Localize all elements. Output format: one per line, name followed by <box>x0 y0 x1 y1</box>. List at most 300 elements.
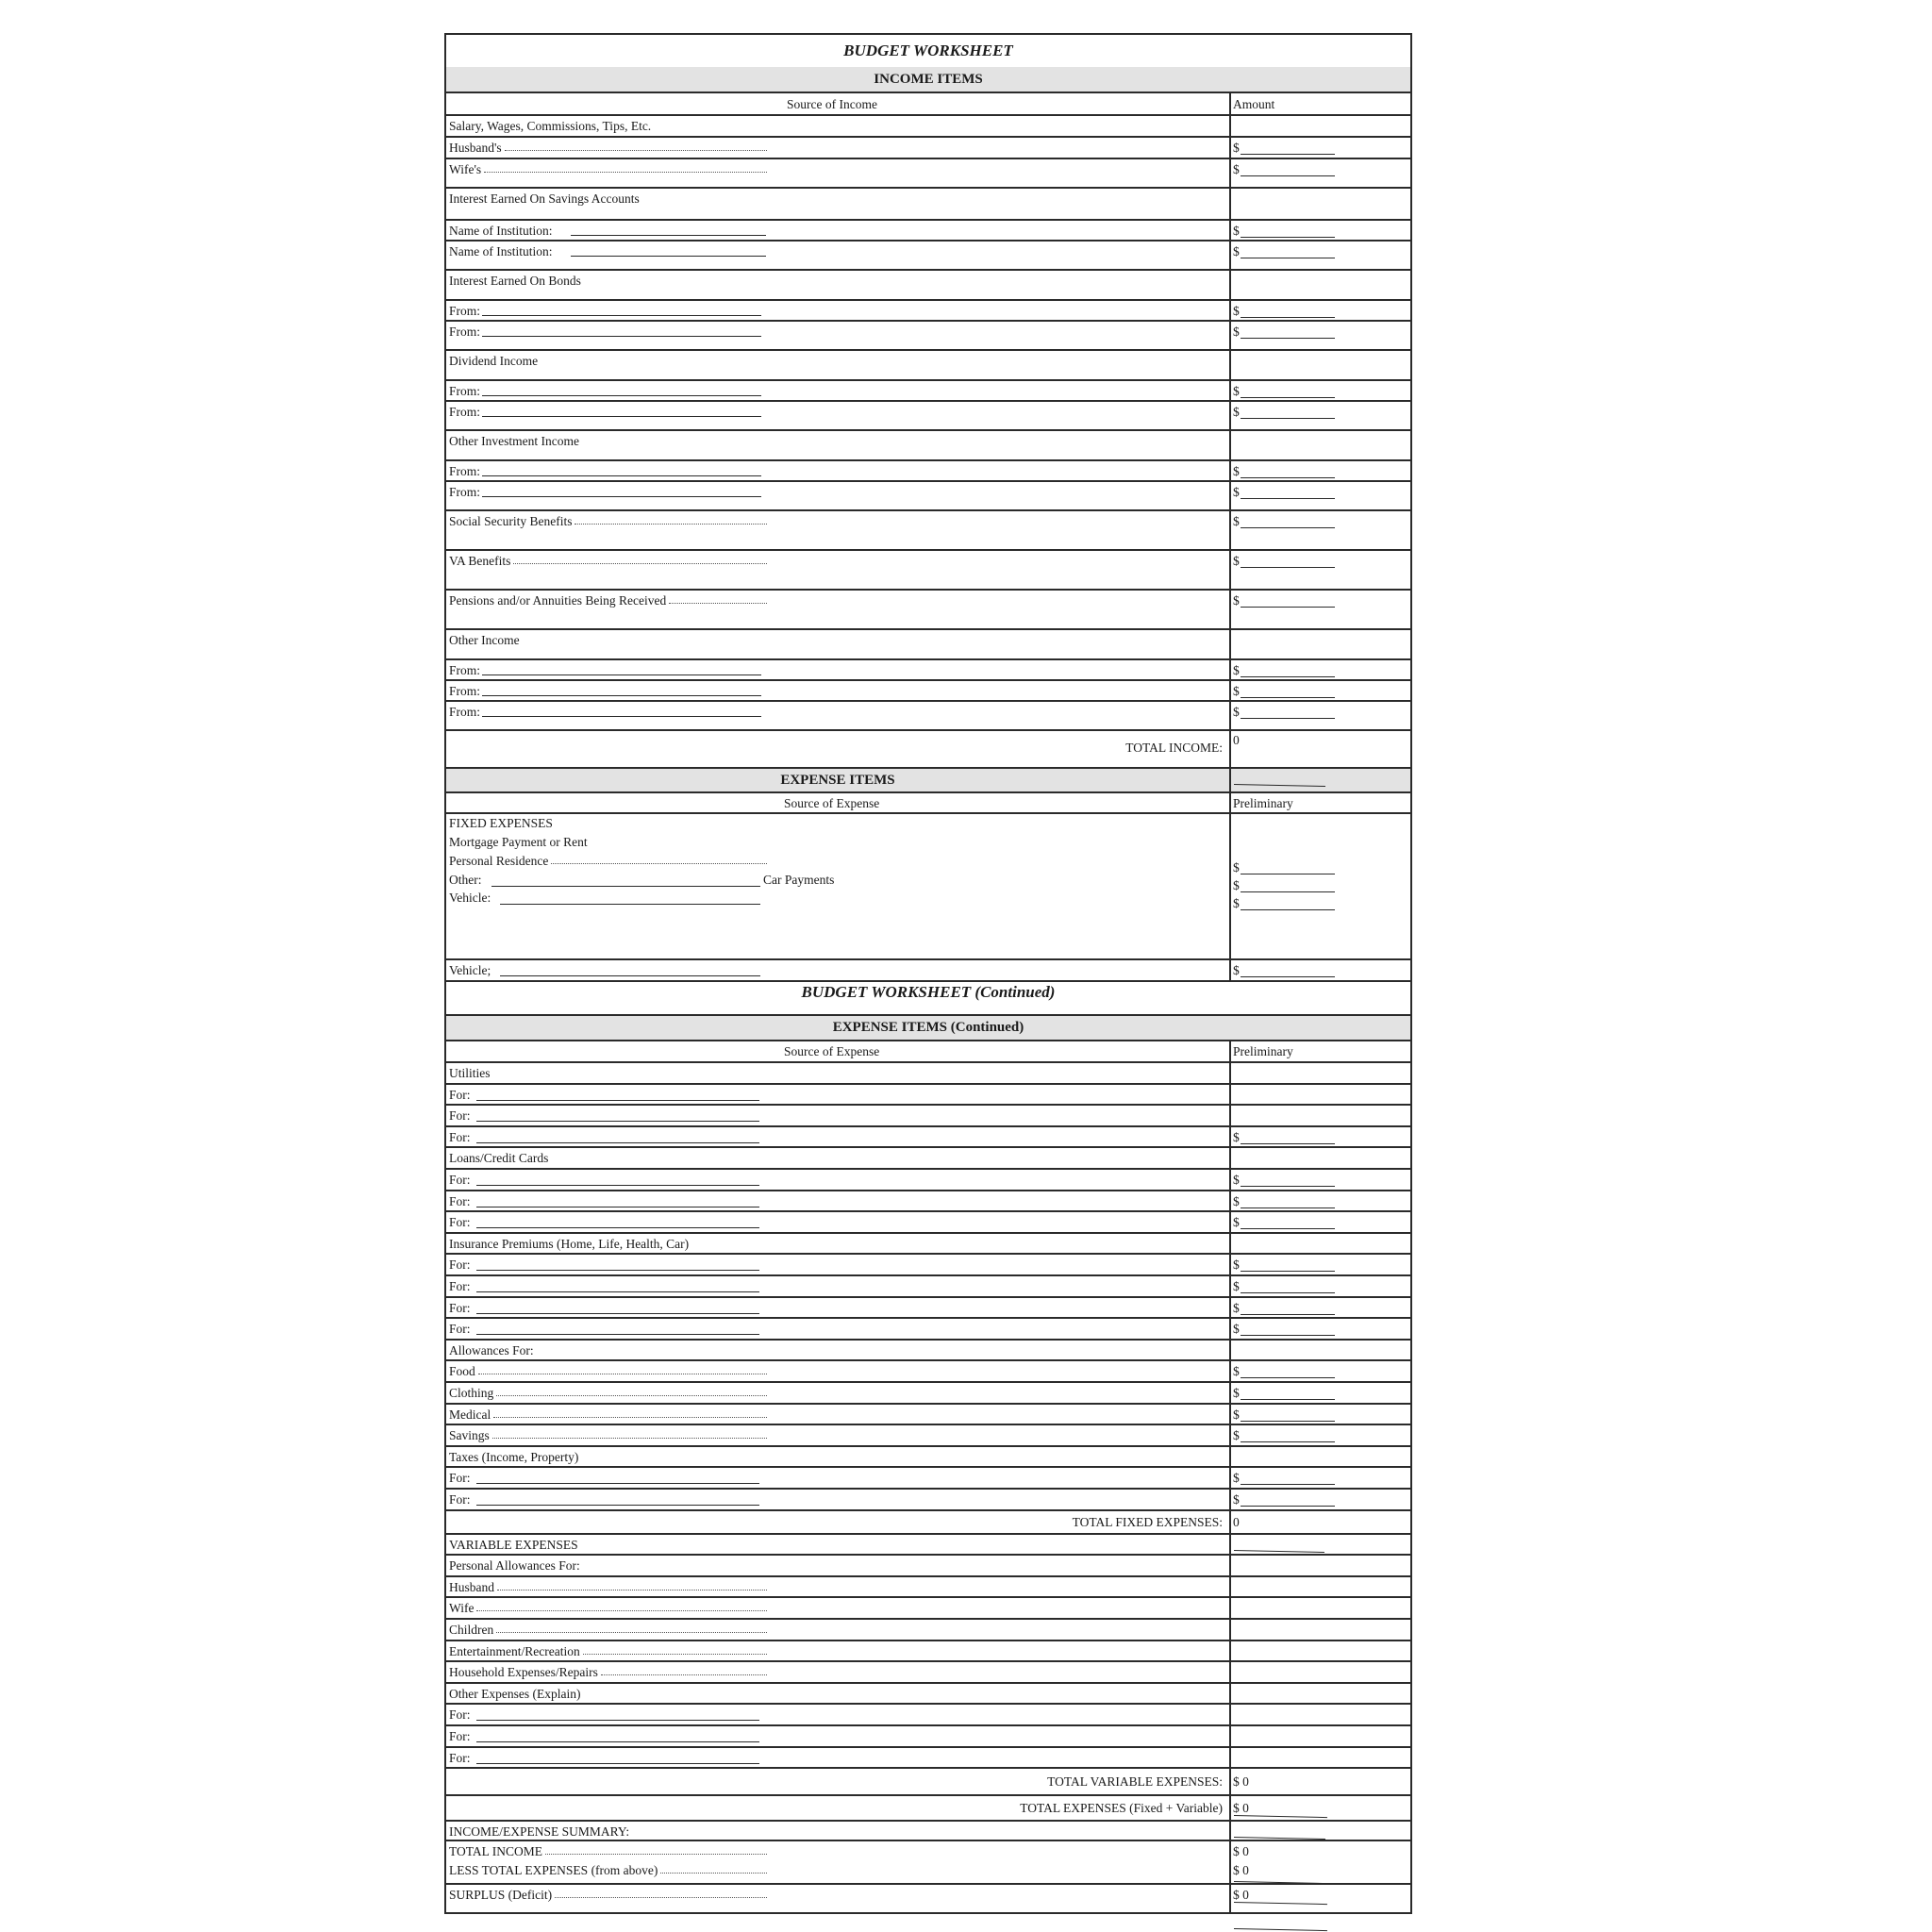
column-divider <box>1229 431 1231 459</box>
total-income-label: TOTAL INCOME: <box>1125 741 1223 755</box>
for-label: For: <box>449 1471 471 1486</box>
institution-label: Name of Institution: <box>449 224 553 238</box>
for-label: For: <box>449 1257 471 1273</box>
surplus-value: $ 0 <box>1233 1888 1249 1903</box>
investment-from-label: From: <box>449 485 481 499</box>
other-expense-field[interactable] <box>491 886 760 887</box>
column-divider <box>1229 221 1231 240</box>
dot-leader <box>545 1854 767 1855</box>
table-row <box>444 189 1412 221</box>
table-row <box>444 630 1412 660</box>
other-from-label: From: <box>449 663 481 677</box>
for-label: For: <box>449 1729 471 1743</box>
column-divider <box>1229 116 1231 136</box>
bond-from-label: From: <box>449 325 481 339</box>
total-expenses-row <box>444 1796 1412 1822</box>
section-label: Insurance Premiums (Home, Life, Health, Car) <box>449 1236 690 1251</box>
source-of-expense-header: Source of Expense <box>784 1044 880 1058</box>
amount-field[interactable] <box>1241 237 1335 238</box>
for-field[interactable] <box>476 1334 759 1335</box>
amount-field[interactable] <box>1241 1506 1335 1507</box>
dollar-sign: $ <box>1233 963 1240 977</box>
for-label: For: <box>449 1750 471 1765</box>
dot-leader <box>484 172 767 173</box>
amount-field[interactable] <box>1241 527 1335 528</box>
for-label: For: <box>449 1215 471 1230</box>
source-of-expense-header: Source of Expense <box>784 796 880 810</box>
dollar-sign: $ <box>1233 860 1240 874</box>
table-row <box>444 1535 1412 1557</box>
total-variable-row <box>444 1769 1412 1796</box>
vehicle-row <box>444 960 1412 982</box>
fixed-expenses-label: FIXED EXPENSES <box>449 816 553 830</box>
table-row <box>444 591 1412 630</box>
table-row <box>444 1341 1412 1362</box>
income-items-heading: INCOME ITEMS <box>874 72 983 87</box>
amount-field[interactable] <box>1241 477 1335 478</box>
amount-field[interactable] <box>1241 567 1335 568</box>
column-divider <box>1229 1298 1231 1318</box>
personal-allowances-label: Personal Allowances For: <box>449 1558 580 1574</box>
budget-worksheet <box>444 33 1412 1911</box>
table-row <box>444 1212 1412 1234</box>
less-total-expenses-label: LESS TOTAL EXPENSES (from above) <box>449 1863 658 1878</box>
amount-field[interactable] <box>1241 909 1335 910</box>
vehicle-field[interactable] <box>500 975 760 976</box>
dot-leader <box>476 1610 767 1611</box>
section-label: Salary, Wages, Commissions, Tips, Etc. <box>449 119 652 133</box>
amount-header: Amount <box>1233 97 1275 111</box>
for-label: For: <box>449 1108 471 1124</box>
dollar-sign: $ <box>1233 1492 1240 1507</box>
table-row <box>444 1085 1412 1107</box>
dollar-sign: $ <box>1233 325 1240 339</box>
summary-header: INCOME/EXPENSE SUMMARY: <box>449 1824 630 1840</box>
table-row <box>444 1447 1412 1469</box>
total-variable-value: $ 0 <box>1233 1774 1249 1790</box>
dollar-sign: $ <box>1233 464 1240 478</box>
continued-title: BUDGET WORKSHEET (Continued) <box>801 983 1056 1001</box>
column-divider <box>1229 1769 1231 1794</box>
table-row <box>444 1705 1412 1726</box>
amount-field[interactable] <box>1241 1377 1335 1378</box>
dividend-from-label: From: <box>449 405 481 419</box>
table-row <box>444 1598 1412 1620</box>
dividend-from-label: From: <box>449 384 481 398</box>
for-label: For: <box>449 1173 471 1187</box>
dollar-sign: $ <box>1233 1322 1240 1337</box>
total-income-row <box>444 731 1412 769</box>
table-row <box>444 351 1412 381</box>
source-of-income-header: Source of Income <box>787 97 877 111</box>
continued-title-row <box>444 982 1412 1016</box>
table-row <box>444 159 1412 189</box>
fixed-expenses-block <box>444 814 1412 960</box>
for-field[interactable] <box>476 1291 759 1292</box>
table-row <box>444 482 1412 511</box>
dollar-sign: $ <box>1233 1300 1240 1315</box>
for-field[interactable] <box>476 1505 759 1506</box>
column-divider <box>1229 1822 1231 1840</box>
column-divider <box>1229 1684 1231 1704</box>
column-divider <box>1229 1705 1231 1724</box>
dot-leader <box>555 1897 767 1898</box>
total-fixed-label: TOTAL FIXED EXPENSES: <box>1072 1514 1223 1529</box>
dot-leader <box>601 1674 767 1675</box>
dot-leader <box>551 863 767 864</box>
column-divider <box>1229 1148 1231 1168</box>
column-divider <box>1229 1041 1231 1061</box>
dollar-sign: $ <box>1233 244 1240 258</box>
amount-field[interactable] <box>1241 498 1335 499</box>
dollar-sign: $ <box>1233 705 1240 719</box>
column-divider <box>1229 1796 1231 1820</box>
summary-total-income-label: TOTAL INCOME <box>449 1844 543 1859</box>
section-label: Other Income <box>449 633 520 647</box>
amount-field[interactable] <box>1241 397 1335 398</box>
amount-field[interactable] <box>1241 1186 1335 1187</box>
dollar-sign: $ <box>1233 1215 1240 1230</box>
dot-leader <box>496 1395 767 1396</box>
dollar-sign: $ <box>1233 1279 1240 1293</box>
dividend-from-field[interactable] <box>482 416 761 417</box>
for-field[interactable] <box>476 1763 759 1764</box>
column-divider <box>1229 793 1231 812</box>
table-row <box>444 1063 1412 1085</box>
for-label: For: <box>449 1129 471 1144</box>
column-divider <box>1229 301 1231 320</box>
column-divider <box>1229 1212 1231 1232</box>
table-row <box>444 1383 1412 1405</box>
for-field[interactable] <box>476 1313 759 1314</box>
column-divider <box>1229 1468 1231 1488</box>
table-row <box>444 402 1412 431</box>
column-divider <box>1229 511 1231 549</box>
summary-total-income-value: $ 0 <box>1233 1844 1249 1859</box>
column-header-row <box>444 1041 1412 1063</box>
personal-residence-label: Personal Residence <box>449 854 549 868</box>
total-fixed-value: 0 <box>1233 1514 1240 1529</box>
section-label: Utilities <box>449 1066 491 1080</box>
for-field[interactable] <box>476 1100 759 1101</box>
expense-header-row <box>444 769 1412 793</box>
table-row <box>444 242 1412 271</box>
table-row <box>444 1255 1412 1276</box>
dot-leader <box>583 1654 767 1655</box>
table-row <box>444 381 1412 402</box>
total-fixed-row <box>444 1511 1412 1535</box>
allowance-label: Food <box>449 1364 475 1379</box>
wifes-income-label: Wife's <box>449 162 482 176</box>
dollar-sign: $ <box>1233 162 1240 176</box>
table-row <box>444 221 1412 242</box>
total-underline <box>1234 1928 1327 1931</box>
institution-label: Name of Institution: <box>449 244 553 258</box>
table-row <box>444 1726 1412 1748</box>
section-label: Interest Earned On Bonds <box>449 274 581 288</box>
amount-field[interactable] <box>1241 676 1335 677</box>
wife-allowance-label: Wife <box>449 1601 475 1616</box>
bond-from-field[interactable] <box>482 315 761 316</box>
column-divider <box>1229 1405 1231 1424</box>
dot-leader <box>513 563 767 564</box>
allowance-label: Clothing <box>449 1386 494 1400</box>
amount-field[interactable] <box>1241 1292 1335 1293</box>
institution-field[interactable] <box>571 256 766 257</box>
amount-field[interactable] <box>1241 154 1335 155</box>
column-divider <box>1229 591 1231 628</box>
amount-field[interactable] <box>1241 1421 1335 1422</box>
institution-field[interactable] <box>571 235 766 236</box>
for-field[interactable] <box>476 1207 759 1208</box>
dot-leader <box>669 603 767 604</box>
other-from-label: From: <box>449 684 481 698</box>
for-label: For: <box>449 1492 471 1507</box>
table-row <box>444 1361 1412 1383</box>
vehicle-field[interactable] <box>500 904 760 905</box>
dollar-sign: $ <box>1233 1193 1240 1208</box>
car-payments-label: Car Payments <box>763 873 835 887</box>
table-row <box>444 116 1412 138</box>
table-row <box>444 301 1412 322</box>
column-divider <box>1229 630 1231 658</box>
dot-leader <box>497 1590 767 1591</box>
bond-from-field[interactable] <box>482 336 761 337</box>
column-divider <box>1229 731 1231 767</box>
husband-allowance-label: Husband <box>449 1579 494 1594</box>
for-label: For: <box>449 1707 471 1723</box>
for-field[interactable] <box>476 1741 759 1742</box>
section-label: Allowances For: <box>449 1342 534 1357</box>
for-field[interactable] <box>476 1142 759 1143</box>
dollar-sign: $ <box>1233 1407 1240 1422</box>
amount-field[interactable] <box>1241 1484 1335 1485</box>
column-divider <box>1229 960 1231 980</box>
dollar-sign: $ <box>1233 593 1240 608</box>
table-row <box>444 660 1412 681</box>
mortgage-label: Mortgage Payment or Rent <box>449 835 588 849</box>
amount-field[interactable] <box>1241 1399 1335 1400</box>
entertainment-allowance-label: Entertainment/Recreation <box>449 1643 580 1658</box>
table-row <box>444 1425 1412 1447</box>
table-row <box>444 271 1412 301</box>
total-expenses-value: $ 0 <box>1233 1801 1249 1816</box>
social-security-label: Social Security Benefits <box>449 514 573 528</box>
other-from-field[interactable] <box>482 695 761 696</box>
column-divider <box>1229 1425 1231 1445</box>
table-row <box>444 1662 1412 1684</box>
column-divider <box>1229 1885 1231 1912</box>
column-divider <box>1229 1511 1231 1533</box>
section-label: Interest Earned On Savings Accounts <box>449 192 640 206</box>
worksheet-title: BUDGET WORKSHEET <box>843 42 1013 59</box>
total-variable-label: TOTAL VARIABLE EXPENSES: <box>1047 1774 1223 1790</box>
amount-field[interactable] <box>1241 1314 1335 1315</box>
variable-expenses-label: VARIABLE EXPENSES <box>449 1537 578 1552</box>
pensions-label: Pensions and/or Annuities Being Received <box>449 593 667 608</box>
dollar-sign: $ <box>1233 1364 1240 1379</box>
for-label: For: <box>449 1087 471 1102</box>
table-row <box>444 1748 1412 1770</box>
table-row <box>444 1106 1412 1127</box>
dollar-sign: $ <box>1233 384 1240 398</box>
amount-field[interactable] <box>1241 607 1335 608</box>
dot-leader <box>660 1873 767 1874</box>
summary-values-row <box>444 1841 1412 1885</box>
vehicle-label: Vehicle; <box>449 963 491 977</box>
column-divider <box>1229 814 1231 958</box>
amount-field[interactable] <box>1241 1228 1335 1229</box>
column-divider <box>1229 482 1231 509</box>
table-row <box>444 551 1412 591</box>
amount-field[interactable] <box>1241 718 1335 719</box>
table-row <box>444 1170 1412 1191</box>
table-row <box>444 1641 1412 1663</box>
table-row <box>444 1298 1412 1320</box>
dollar-sign: $ <box>1233 554 1240 568</box>
column-divider <box>1229 138 1231 158</box>
column-header-row <box>444 793 1412 814</box>
income-header-row <box>444 67 1412 93</box>
dollar-sign: $ <box>1233 1386 1240 1400</box>
column-divider <box>1229 1662 1231 1682</box>
investment-from-field[interactable] <box>482 475 761 476</box>
table-row <box>444 461 1412 482</box>
title-row <box>444 33 1412 69</box>
column-divider <box>1229 93 1231 114</box>
surplus-row <box>444 1885 1412 1914</box>
dollar-sign: $ <box>1233 405 1240 419</box>
column-divider <box>1229 1641 1231 1661</box>
for-field[interactable] <box>476 1720 759 1721</box>
section-label: Dividend Income <box>449 354 539 368</box>
other-from-field[interactable] <box>482 716 761 717</box>
dollar-sign: $ <box>1233 1257 1240 1273</box>
dot-leader <box>492 1438 767 1439</box>
section-label: Other Investment Income <box>449 434 579 448</box>
column-divider <box>1229 1276 1231 1296</box>
for-label: For: <box>449 1279 471 1293</box>
table-row <box>444 138 1412 159</box>
column-divider <box>1229 1361 1231 1381</box>
table-row <box>444 1405 1412 1426</box>
dollar-sign: $ <box>1233 1428 1240 1443</box>
continued-heading: EXPENSE ITEMS (Continued) <box>832 1020 1024 1035</box>
column-divider <box>1229 660 1231 679</box>
vehicle-label: Vehicle: <box>449 891 491 905</box>
other-from-label: From: <box>449 705 481 719</box>
column-divider <box>1229 1234 1231 1254</box>
table-row <box>444 1276 1412 1298</box>
amount-field[interactable] <box>1241 976 1335 977</box>
column-divider <box>1229 1598 1231 1618</box>
preliminary-header: Preliminary <box>1233 796 1293 810</box>
dollar-sign: $ <box>1233 485 1240 499</box>
column-divider <box>1229 1620 1231 1640</box>
dot-leader <box>493 1417 767 1418</box>
dollar-sign: $ <box>1233 1471 1240 1486</box>
dollar-sign: $ <box>1233 684 1240 698</box>
column-divider <box>1229 1255 1231 1274</box>
amount-field[interactable] <box>1241 338 1335 339</box>
column-divider <box>1229 1841 1231 1883</box>
amount-field[interactable] <box>1241 697 1335 698</box>
dollar-sign: $ <box>1233 878 1240 892</box>
amount-field[interactable] <box>1241 1271 1335 1272</box>
column-divider <box>1229 1447 1231 1467</box>
column-divider <box>1229 1577 1231 1597</box>
investment-from-label: From: <box>449 464 481 478</box>
column-divider <box>1229 1063 1231 1083</box>
column-divider <box>1229 1726 1231 1746</box>
amount-field[interactable] <box>1241 891 1335 892</box>
for-field[interactable] <box>476 1483 759 1484</box>
amount-field[interactable] <box>1241 317 1335 318</box>
table-row <box>444 1556 1412 1577</box>
total-expenses-label: TOTAL EXPENSES (Fixed + Variable) <box>1020 1801 1223 1816</box>
amount-field[interactable] <box>1241 175 1335 176</box>
column-divider <box>1229 1556 1231 1575</box>
column-divider <box>1229 322 1231 349</box>
for-label: For: <box>449 1193 471 1208</box>
for-field[interactable] <box>476 1121 759 1122</box>
dot-leader <box>575 524 767 525</box>
table-row <box>444 431 1412 461</box>
bond-from-label: From: <box>449 304 481 318</box>
amount-field[interactable] <box>1241 1441 1335 1442</box>
dividend-from-field[interactable] <box>482 395 761 396</box>
for-label: For: <box>449 1322 471 1337</box>
column-divider <box>1229 189 1231 219</box>
column-divider <box>1229 769 1231 791</box>
less-total-expenses-value: $ 0 <box>1233 1863 1249 1878</box>
dollar-sign: $ <box>1233 663 1240 677</box>
amount-field[interactable] <box>1241 1335 1335 1336</box>
table-row <box>444 1490 1412 1511</box>
table-row <box>444 1148 1412 1170</box>
children-allowance-label: Children <box>449 1623 494 1637</box>
for-field[interactable] <box>476 1185 759 1186</box>
column-divider <box>1229 461 1231 480</box>
dot-leader <box>496 1632 767 1633</box>
dollar-sign: $ <box>1233 514 1240 528</box>
table-row <box>444 1234 1412 1256</box>
continued-header-row <box>444 1016 1412 1041</box>
table-row <box>444 1577 1412 1599</box>
column-divider <box>1229 1748 1231 1768</box>
column-divider <box>1229 1170 1231 1190</box>
for-label: For: <box>449 1300 471 1315</box>
table-row <box>444 322 1412 351</box>
section-label: Loans/Credit Cards <box>449 1151 549 1166</box>
table-row <box>444 702 1412 731</box>
column-divider <box>1229 681 1231 700</box>
dollar-sign: $ <box>1233 304 1240 318</box>
table-row <box>444 1620 1412 1641</box>
amount-field[interactable] <box>1241 418 1335 419</box>
amount-field[interactable] <box>1241 1143 1335 1144</box>
column-divider <box>1229 1127 1231 1147</box>
column-divider <box>1229 1106 1231 1125</box>
other-expenses-label: Other Expenses (Explain) <box>449 1686 581 1701</box>
dollar-sign: $ <box>1233 141 1240 155</box>
for-field[interactable] <box>476 1270 759 1271</box>
for-field[interactable] <box>476 1227 759 1228</box>
investment-from-field[interactable] <box>482 496 761 497</box>
table-row <box>444 1684 1412 1706</box>
column-divider <box>1229 551 1231 589</box>
column-divider <box>1229 1383 1231 1403</box>
